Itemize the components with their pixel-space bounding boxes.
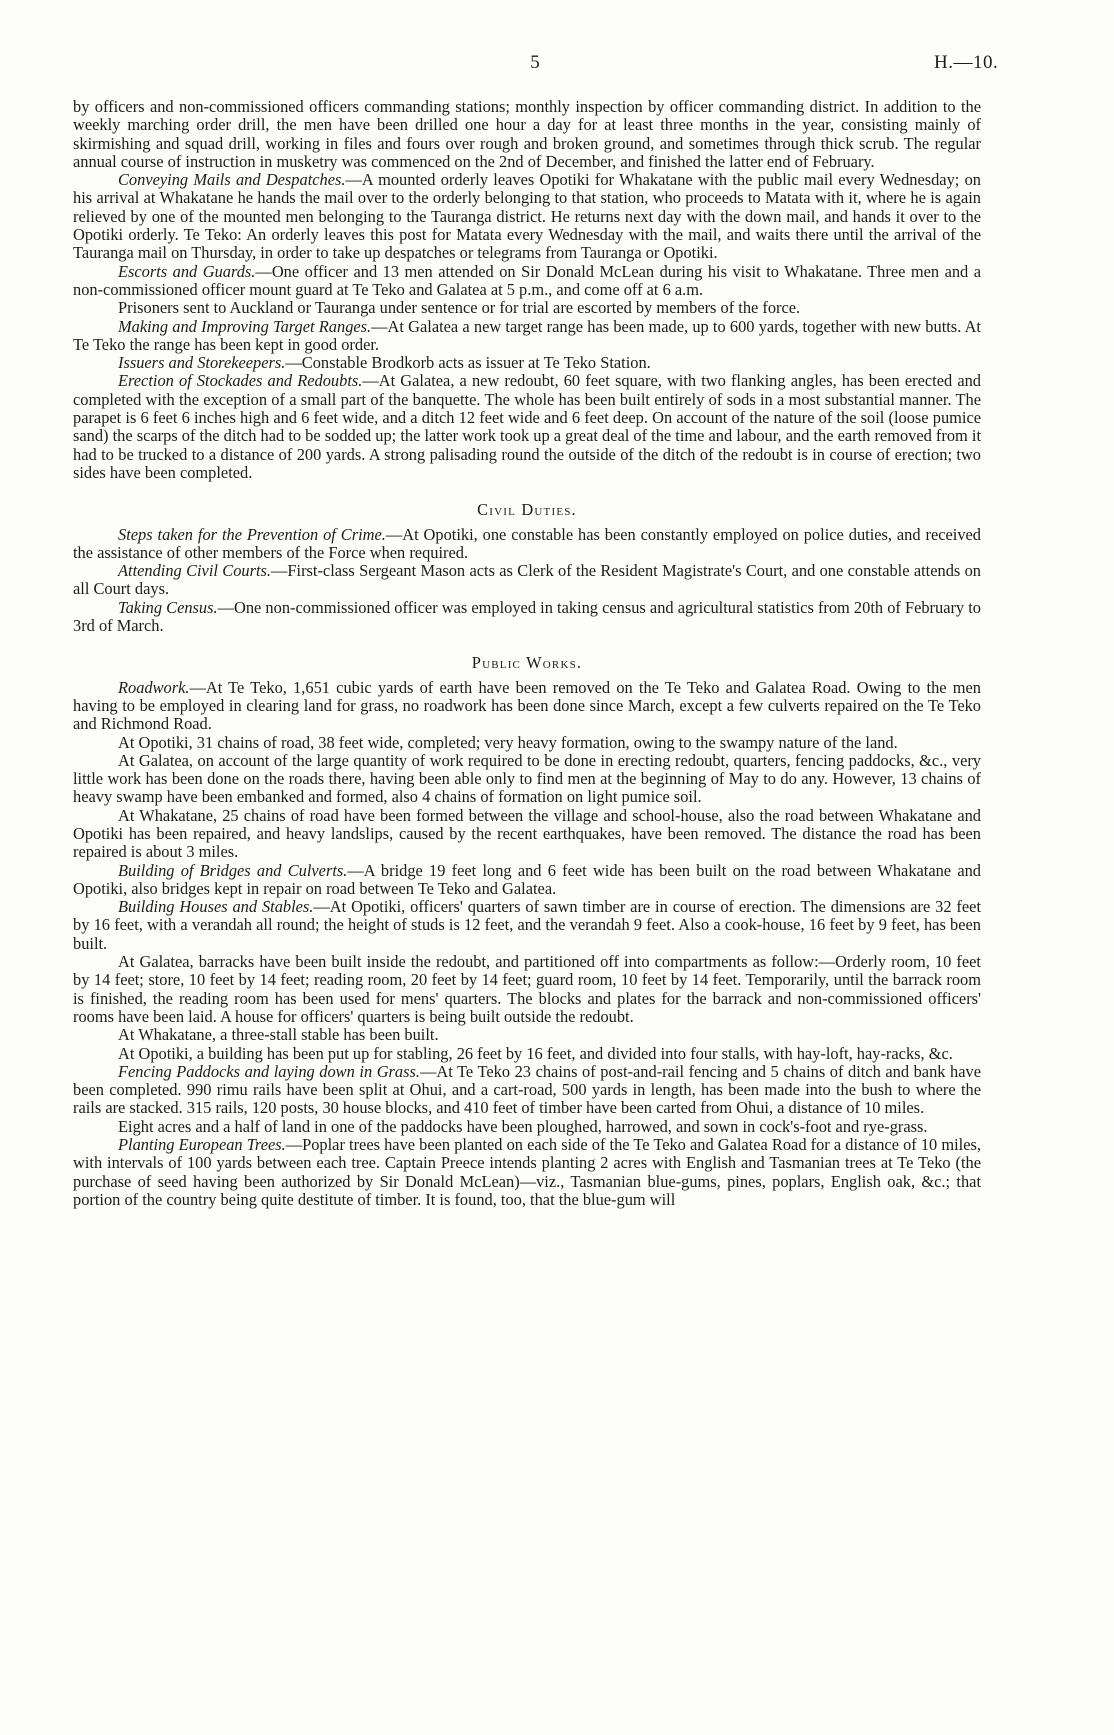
side-heading: Erection of Stockades and Redoubts. bbox=[118, 371, 363, 391]
paragraph: Eight acres and a half of land in one of the paddocks have been ploughed, harrowed, and sown in cock's-foot and rye-grass. bbox=[118, 1116, 928, 1136]
section-heading-public-works: Public Works. bbox=[471, 653, 583, 673]
paragraph: Issuers and Storekeepers.—Constable Brodkorb acts as issuer at Te Teko Station. bbox=[118, 353, 651, 373]
paragraph: Erection of Stockades and Redoubts.—At Galatea, a new redoubt, 60 feet square, with two flanking angles, has been erected and completed with the exception of a small part of the banquette. The whole has been built entirely of sods in a most substantial manner. The parapet is 6 feet 6 inches high and 6 feet wide, and a ditch 12 feet wide and 6 feet deep. On account of the nature of the soil (loose pumice sand) the scarps of the ditch had to be sodded up; the latter work took up a great deal of the time and labour, and the earth removed from it had to be trucked to a distance of 200 yards. A strong palisading round the outside of the ditch of the redoubt is in course of erection; two sides have been completed. bbox=[73, 371, 981, 482]
paragraph: At Galatea, barracks have been built inside the redoubt, and partitioned off into compartments as follow:—Orderly room, 10 feet by 14 feet; store, 10 feet by 14 feet; reading room, 20 feet by 14 feet; guard room, 10 feet by 14 feet. Temporarily, until the barrack room is finished, the reading room has been used for mens' quarters. The blocks and plates for the barrack and non-commissioned officers' rooms have been laid. A house for officers' quarters is being built outside the redoubt. bbox=[73, 952, 981, 1026]
side-heading: Planting European Trees. bbox=[118, 1135, 286, 1155]
paragraph: Planting European Trees.—Poplar trees have been planted on each side of the Te Teko and Galatea Road for a distance of 10 miles, with intervals of 100 yards between each tree. Captain Preece intends planting 2 acres with English and Tasmanian trees at Te Teko (the purchase of seed having been authorized by Sir Donald McLean)—viz., Tasmanian blue-gums, pines, poplars, English oak, &c.; that portion of the country being quite destitute of timber. It is found, too, that the blue-gum will bbox=[73, 1135, 981, 1209]
paragraph: Steps taken for the Prevention of Crime.—At Opotiki, one constable has been constantly employed on police duties, and received the assistance of other members of the Force when required. bbox=[73, 524, 981, 562]
paragraph: Conveying Mails and Despatches.—A mounted orderly leaves Opotiki for Whakatane with the public mail every Wednesday; on his arrival at Whakatane he hands the mail over to the orderly belonging to that station, who proceeds to Matata with it, where he is again relieved by one of the mounted men belonging to the Tauranga district. He returns next day with the down mail, and hands it over to the Opotiki orderly. Te Teko: An orderly leaves this post for Matata every Wednesday with the mail, and waits there until the arrival of the Tauranga mail on Thursday, in order to take up despatches or telegrams from Tauranga or Opotiki. bbox=[73, 170, 981, 263]
side-heading: Building Houses and Stables. bbox=[118, 897, 314, 917]
paragraph: At Whakatane, a three-stall stable has been built. bbox=[118, 1025, 439, 1045]
side-heading: Roadwork. bbox=[118, 677, 190, 697]
paragraph: Roadwork.—At Te Teko, 1,651 cubic yards of earth have been removed on the Te Teko and Galatea Road. Owing to the men having to be employed in clearing land for grass, no roadwork has been done since March, except a few culverts repaired on the Te Teko and Richmond Road. bbox=[73, 677, 981, 734]
side-heading: Conveying Mails and Despatches. bbox=[118, 170, 346, 190]
paragraph: Escorts and Guards.—One officer and 13 men attended on Sir Donald McLean during his visit to Whakatane. Three men and a non-commissioned officer mount guard at Te Teko and Galatea at 5 p.m., and come off at 6 a.m. bbox=[73, 261, 982, 299]
side-heading: Building of Bridges and Culverts. bbox=[118, 860, 348, 880]
side-heading: Issuers and Storekeepers. bbox=[118, 353, 286, 373]
paragraph: Prisoners sent to Auckland or Tauranga under sentence or for trial are escorted by members of the force. bbox=[118, 298, 801, 318]
paragraph: by officers and non-commissioned officers commanding stations; monthly inspection by officer commanding district. In addition to the weekly marching order drill, the men have been drilled one hour a day for at least three months in the year, consisting mainly of skirmishing and squad drill, working in files and fours over rough and broken ground, and sometimes through thick scrub. The regular annual course of instruction in musketry was commenced on the 2nd of December, and finished the latter end of February. bbox=[73, 97, 981, 171]
side-heading: Fencing Paddocks and laying down in Grass. bbox=[118, 1061, 420, 1081]
side-heading: Steps taken for the Prevention of Crime. bbox=[118, 524, 386, 544]
paragraph: Fencing Paddocks and laying down in Grass.—At Te Teko 23 chains of post-and-rail fencing and 5 chains of ditch and bank have been completed. 990 rimu rails have been split at Ohui, and a cart-road, 500 yards in length, has been made into the bush to where the rails are stacked. 315 rails, 120 posts, 30 house blocks, and 410 feet of timber have been carted from Ohui, a distance of 10 miles. bbox=[73, 1061, 981, 1118]
paragraph: At Opotiki, 31 chains of road, 38 feet wide, completed; very heavy formation, owing to the swampy nature of the land. bbox=[118, 732, 898, 752]
side-heading: Making and Improving Target Ranges. bbox=[118, 316, 372, 336]
side-heading: Taking Census. bbox=[118, 597, 218, 617]
page-number: 5 bbox=[530, 52, 540, 73]
paragraph: At Opotiki, a building has been put up for stabling, 26 feet by 16 feet, and divided into four stalls, with hay-loft, hay-racks, &c. bbox=[118, 1043, 953, 1063]
paragraph: Attending Civil Courts.—First-class Sergeant Mason acts as Clerk of the Resident Magistrate's Court, and one constable attends on all Court days. bbox=[73, 561, 982, 599]
document-code: H.—10. bbox=[934, 52, 999, 73]
section-heading-civil-duties: Civil Duties. bbox=[477, 500, 577, 520]
paragraph: Making and Improving Target Ranges.—At Galatea a new target range has been made, up to 600 yards, together with new butts. At Te Teko the range has been kept in good order. bbox=[73, 316, 981, 354]
paragraph: Building of Bridges and Culverts.—A bridge 19 feet long and 6 feet wide has been built on the road between Whakatane and Opotiki, also bridges kept in repair on road between Te Teko and Galatea. bbox=[73, 860, 981, 898]
side-heading: Attending Civil Courts. bbox=[118, 561, 272, 581]
paragraph: Building Houses and Stables.—At Opotiki, officers' quarters of sawn timber are in course of erection. The dimensions are 32 feet by 16 feet, with a verandah all round; the height of studs is 12 feet, and the verandah 9 feet. Also a cook-house, 16 feet by 9 feet, has been built. bbox=[73, 897, 981, 953]
document-body bbox=[73, 98, 981, 1209]
paragraph: At Whakatane, 25 chains of road have been formed between the village and school-house, also the road between Whakatane and Opotiki has been repaired, and heavy landslips, caused by the recent earthquakes, have been removed. The distance the road has been repaired is about 3 miles. bbox=[73, 805, 981, 862]
paragraph: Taking Census.—One non-commissioned officer was employed in taking census and agricultural statistics from 20th of February to 3rd of March. bbox=[73, 597, 981, 636]
paragraph: At Galatea, on account of the large quantity of work required to be done in erecting redoubt, quarters, fencing paddocks, &c., very little work has been done on the roads there, having been able only to find men at the beginning of May to do any. However, 13 chains of heavy swamp have been embanked and formed, also 4 chains of formation on light pumice soil. bbox=[73, 750, 981, 807]
side-heading: Escorts and Guards. bbox=[118, 261, 256, 281]
